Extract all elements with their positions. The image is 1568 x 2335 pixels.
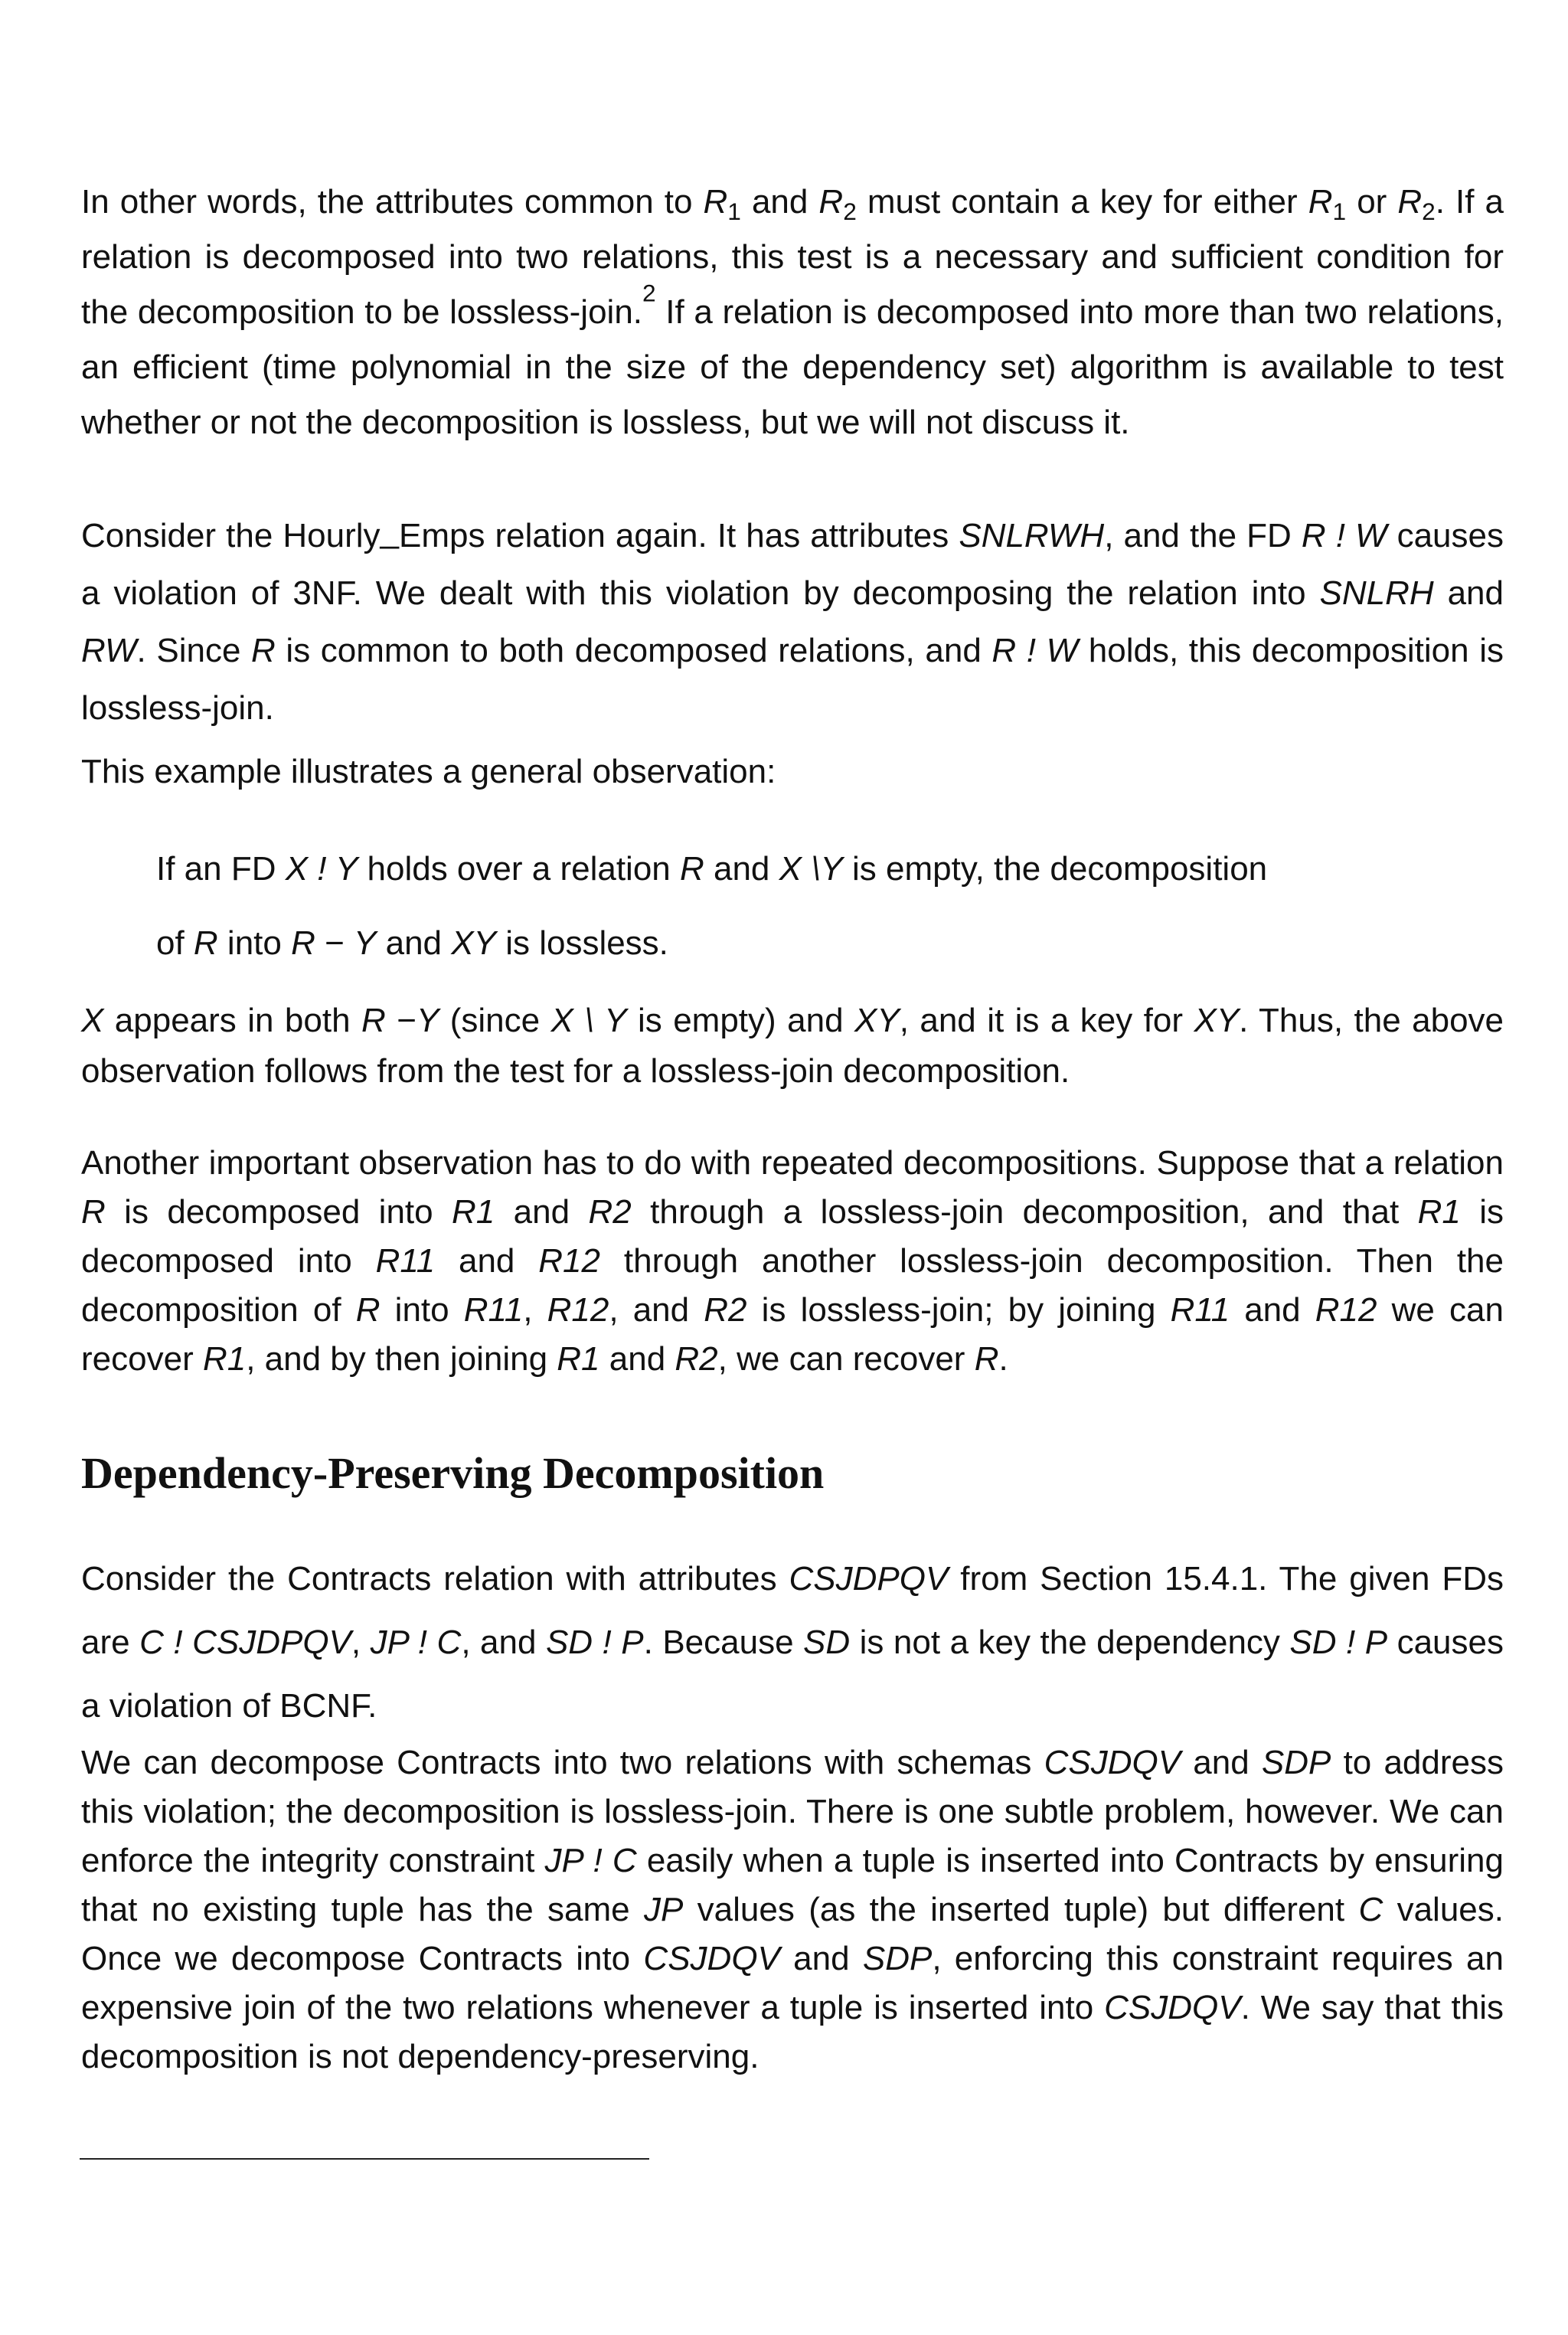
math-var: R: [1308, 183, 1333, 221]
text-span: and: [1230, 1291, 1315, 1329]
math-var: R1: [202, 1340, 247, 1378]
section-heading: Dependency-Preserving Decomposition: [81, 1448, 825, 1498]
subscript: 1: [727, 197, 741, 225]
text-span: and: [740, 183, 819, 221]
math-var: CSJDQV: [1044, 1744, 1181, 1781]
text-span: is lossless.: [495, 924, 668, 962]
math-var: R2: [675, 1340, 718, 1378]
math-var: RW: [81, 632, 137, 669]
text-span: holds over a relation: [358, 850, 680, 888]
math-var: JP: [643, 1891, 684, 1928]
text-span: , enforcing this constraint requires an expensive join of the two relations whenever a tuple is inserted into: [81, 1940, 1504, 2026]
text-span: , and: [461, 1624, 546, 1661]
math-var: SNLRH: [1319, 574, 1434, 612]
text-span: Consider the Contracts relation with attributes: [81, 1560, 789, 1598]
text-span: , and it is a key for: [899, 1002, 1194, 1039]
math-var: R: [679, 850, 704, 888]
math-var: SDP: [862, 1940, 933, 1977]
math-var: SDP: [1261, 1744, 1331, 1781]
text-span: is lossless-join; by joining: [746, 1291, 1171, 1329]
math-var: R: [818, 183, 844, 221]
text-span: causes a violation of BCNF.: [81, 1624, 1504, 1725]
math-var: R: [251, 632, 276, 669]
subscript: 1: [1332, 197, 1347, 225]
text-span: If a relation is decomposed into more than two relations, an efficient (time polynomial in the size of the dependency set) algorithm is available to test whether or not the decomposition is lossless, but we will not discuss it.: [81, 293, 1504, 441]
text-span: through a lossless-join decomposition, and that: [631, 1193, 1418, 1231]
math-var: R: [355, 1291, 381, 1329]
text-span: . Because: [643, 1624, 804, 1661]
text-span: to address this violation; the decomposition is lossless-join. There is one subtle problem, however. We can enforce the integrity constraint: [81, 1744, 1504, 1879]
text-span: In other words, the attributes common to: [81, 183, 704, 221]
math-var: R2: [588, 1193, 632, 1231]
math-var: JP ! C: [544, 1842, 637, 1879]
math-var: R12: [547, 1291, 609, 1329]
text-span: . Thus, the above observation follows from the test for a lossless-join decomposition.: [81, 1002, 1504, 1090]
text-span: . Since: [136, 632, 252, 669]
text-span: values. Once we decompose Contracts into: [81, 1891, 1504, 1977]
math-var: X: [81, 1002, 104, 1039]
math-var: R1: [1417, 1193, 1461, 1231]
math-var: R1: [557, 1340, 600, 1378]
math-var: R: [361, 1002, 386, 1039]
text-span: is empty, the decomposition: [842, 850, 1268, 888]
math-var: R: [703, 183, 728, 221]
math-var: CSJDQV: [643, 1940, 780, 1977]
math-var: SNLRWH: [959, 517, 1105, 554]
text-span: , and by then joining: [246, 1340, 557, 1378]
math-var: R: [974, 1340, 999, 1378]
math-var: R12: [1315, 1291, 1377, 1329]
text-span: and: [1181, 1744, 1262, 1781]
text-span: .: [998, 1340, 1008, 1378]
paragraph-observation-intro: This example illustrates a general observation:: [81, 753, 776, 790]
text-span: ,: [523, 1291, 547, 1329]
text-span: from Section 15.4.1. The given FDs are: [81, 1560, 1504, 1661]
text-span: , and: [609, 1291, 704, 1329]
paragraph-contracts-relation: [81, 1547, 1504, 1738]
text-span: values (as the inserted tuple) but different: [683, 1891, 1359, 1928]
math-var: R11: [1170, 1291, 1230, 1329]
math-var: XY: [451, 924, 496, 962]
math-var: R: [81, 1193, 106, 1231]
math-var: C ! CSJDPQV: [139, 1624, 351, 1661]
text-span: . If a relation is decomposed into two relations, this test is a necessary and sufficient condition for the decomposition to be lossless-join.: [81, 183, 1504, 331]
math-var: SD ! P: [1289, 1624, 1388, 1661]
text-span: into: [217, 924, 292, 962]
text-span: holds, this decomposition is lossless-join.: [81, 632, 1504, 727]
math-var: CSJDPQV: [789, 1560, 949, 1598]
text-span: −: [385, 1002, 416, 1039]
text-span: is not a key the dependency: [850, 1624, 1290, 1661]
math-var: XY: [1194, 1002, 1240, 1039]
text-span: we can recover: [81, 1291, 1504, 1378]
math-var: Y: [416, 1002, 439, 1039]
text-span: of: [156, 924, 194, 962]
math-var: X ! Y: [285, 850, 358, 888]
text-span: Emps relation again. It has attributes: [398, 517, 959, 554]
text-span: easily when a tuple is inserted into Contracts by ensuring that no existing tuple has the same: [81, 1842, 1504, 1928]
text-span: and: [435, 1242, 539, 1280]
math-var: CSJDQV: [1104, 1989, 1241, 2026]
text-span: or: [1346, 183, 1398, 221]
math-var: R: [193, 924, 218, 962]
paragraph-hourly-emps: [81, 507, 1504, 737]
math-var: X \Y: [779, 850, 843, 888]
math-var: Y: [354, 924, 377, 962]
math-var: R2: [704, 1291, 747, 1329]
math-var: R: [291, 924, 315, 962]
math-var: R12: [538, 1242, 600, 1280]
text-span: If an FD: [156, 850, 286, 888]
text-span: causes a violation of 3NF. We dealt with this violation by decomposing the relation into: [81, 517, 1504, 612]
math-var: R ! W: [1301, 517, 1387, 554]
text-span: ,: [351, 1624, 371, 1661]
text-span: into: [380, 1291, 464, 1329]
paragraph-repeated-decompositions: [81, 1139, 1504, 1384]
text-span: , and the FD: [1104, 517, 1302, 554]
text-span: and: [779, 1940, 863, 1977]
text-span: (since: [439, 1002, 551, 1039]
underscore-glyph: _: [380, 512, 399, 550]
paragraph-observation-line1: [156, 846, 1458, 892]
math-var: SD ! P: [545, 1624, 644, 1661]
text-span: and: [1433, 574, 1504, 612]
text-span: must contain a key for either: [856, 183, 1308, 221]
math-var: SD: [803, 1624, 851, 1661]
text-span: is decomposed into: [105, 1193, 452, 1231]
text-span: , we can recover: [717, 1340, 975, 1378]
math-var: R: [1397, 183, 1423, 221]
math-var: JP ! C: [370, 1624, 462, 1661]
paragraph-dependency-preserving: [81, 1738, 1504, 2082]
footnote-separator: [80, 2158, 649, 2160]
text-span: and: [599, 1340, 675, 1378]
math-var: C: [1358, 1891, 1383, 1928]
text-span: is decomposed into: [81, 1193, 1504, 1280]
text-span: We can decompose Contracts into two relations with schemas: [81, 1744, 1044, 1781]
paragraph-observation-proof: [81, 996, 1504, 1097]
subscript: 2: [843, 197, 857, 225]
math-var: R ! W: [991, 632, 1079, 669]
text-span: and: [495, 1193, 589, 1231]
math-var: X \ Y: [550, 1002, 627, 1039]
footnote-mark: 2: [642, 279, 656, 307]
text-span: and: [376, 924, 452, 962]
text-span: is common to both decomposed relations, and: [275, 632, 992, 669]
text-span: is empty) and: [626, 1002, 854, 1039]
math-var: R11: [375, 1242, 436, 1280]
math-var: XY: [854, 1002, 900, 1039]
math-var: R11: [463, 1291, 524, 1329]
paragraph-observation-line2: [156, 921, 1458, 966]
paragraph-lossless-test: [81, 175, 1504, 450]
math-var: R1: [452, 1193, 495, 1231]
text-span: and: [704, 850, 779, 888]
text-span: appears in both: [103, 1002, 362, 1039]
text-span: Consider the Hourly: [81, 517, 381, 554]
text-span: −: [315, 924, 354, 962]
subscript: 2: [1422, 197, 1436, 225]
text-span: Another important observation has to do with repeated decompositions. Suppose that a relation: [81, 1144, 1504, 1182]
text-span: . We say that this decomposition is not dependency-preserving.: [81, 1989, 1504, 2075]
text-span: through another lossless-join decomposition. Then the decomposition of: [81, 1242, 1504, 1329]
